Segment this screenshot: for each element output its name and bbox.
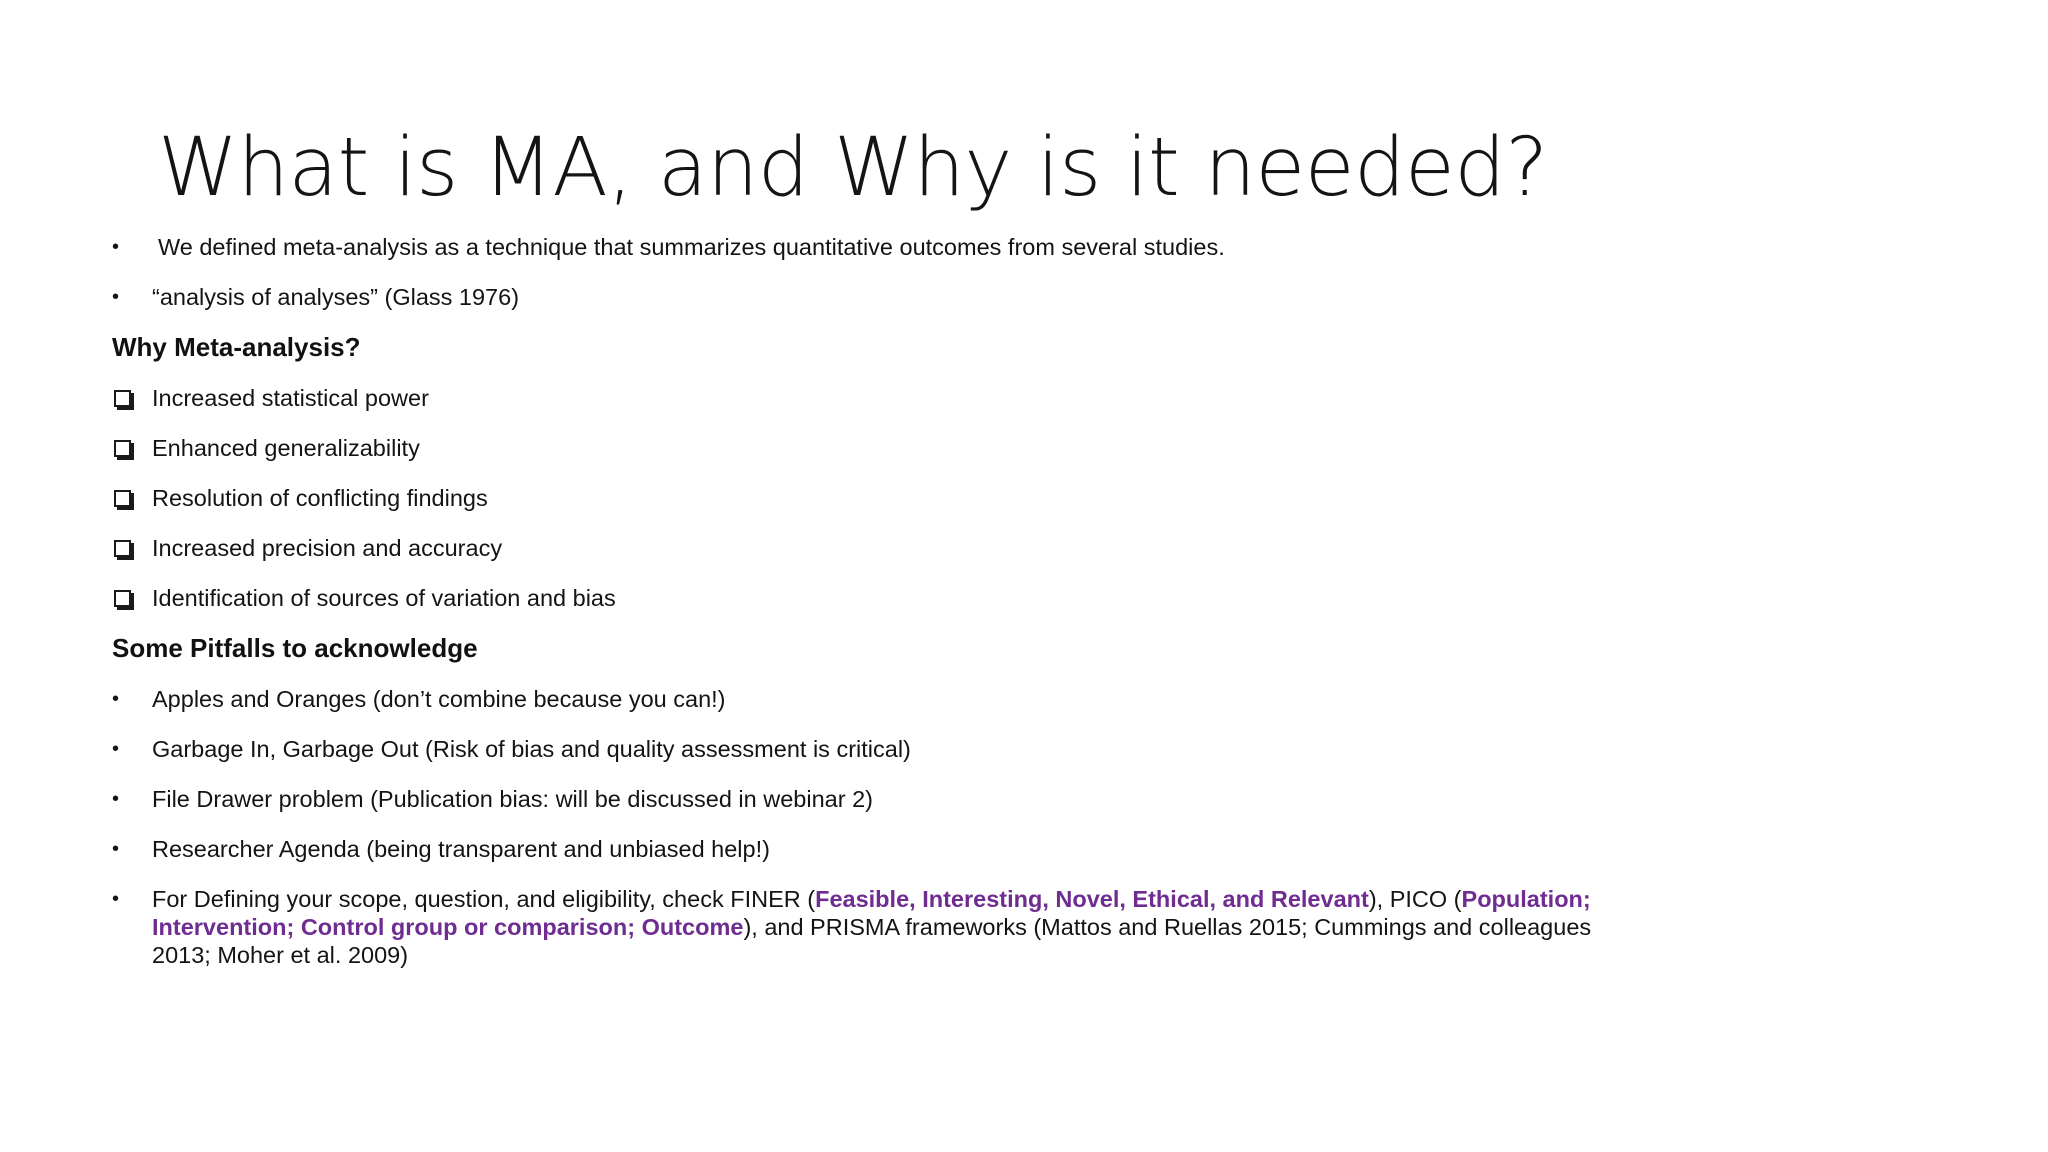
frameworks-text-part1: For Defining your scope, question, and eligibility, check FINER ( bbox=[152, 886, 816, 912]
pitfall-item-text: File Drawer problem (Publication bias: will be discussed in webinar 2) bbox=[152, 786, 873, 812]
why-item bbox=[112, 584, 1592, 612]
why-item bbox=[112, 384, 1592, 412]
checkbox-icon bbox=[114, 440, 131, 457]
pitfall-item bbox=[112, 735, 1592, 763]
pitfall-item bbox=[112, 835, 1592, 863]
bullet-icon: • bbox=[112, 688, 120, 710]
why-item-text: Enhanced generalizability bbox=[152, 435, 420, 461]
intro-bullet-text: “analysis of analyses” (Glass 1976) bbox=[152, 284, 520, 310]
why-item bbox=[112, 534, 1592, 562]
frameworks-text-part3: ), and PRISMA frameworks (Mattos and Ruellas 2015; Cummings and colleagues 2013; Moher et al. 2009) bbox=[152, 914, 1592, 968]
bullet-icon: • bbox=[112, 888, 120, 910]
checkbox-icon bbox=[114, 390, 131, 407]
bullet-icon: • bbox=[112, 738, 120, 760]
pitfalls-heading: Some Pitfalls to acknowledge bbox=[112, 633, 478, 663]
pitfall-item-text: Researcher Agenda (being transparent and unbiased help!) bbox=[152, 836, 770, 862]
pitfall-item bbox=[112, 785, 1592, 813]
checkbox-icon bbox=[114, 540, 131, 557]
intro-bullet bbox=[112, 283, 1592, 311]
checkbox-icon bbox=[114, 590, 131, 607]
why-item-text: Increased statistical power bbox=[152, 385, 429, 411]
pitfall-item-text: Apples and Oranges (don’t combine because you can!) bbox=[152, 686, 726, 712]
intro-bullet-text: We defined meta-analysis as a technique that summarizes quantitative outcomes from several studies. bbox=[158, 234, 1225, 260]
finer-terms: Feasible, Interesting, Novel, Ethical, and Relevant bbox=[815, 886, 1369, 912]
pitfall-item-frameworks bbox=[112, 885, 1602, 969]
why-heading: Why Meta-analysis? bbox=[112, 332, 361, 362]
pitfall-item bbox=[112, 685, 1592, 713]
pico-terms: Population; Intervention; Control group or comparison; Outcome bbox=[152, 886, 1591, 940]
bullet-icon: • bbox=[112, 236, 120, 258]
pitfall-item-text: Garbage In, Garbage Out (Risk of bias and quality assessment is critical) bbox=[152, 736, 911, 762]
slide-title: What is MA, and Why is it needed? bbox=[158, 121, 1548, 215]
why-item-text: Identification of sources of variation and bias bbox=[152, 585, 616, 611]
bullet-icon: • bbox=[112, 286, 120, 308]
why-item bbox=[112, 484, 1592, 512]
slide-body bbox=[112, 233, 1592, 969]
why-item-text: Resolution of conflicting findings bbox=[152, 485, 488, 511]
bullet-icon: • bbox=[112, 788, 120, 810]
intro-bullet bbox=[112, 233, 1592, 261]
why-item-text: Increased precision and accuracy bbox=[152, 535, 503, 561]
checkbox-icon bbox=[114, 490, 131, 507]
frameworks-text-part2: ), PICO ( bbox=[1368, 886, 1462, 912]
why-item bbox=[112, 434, 1592, 462]
bullet-icon: • bbox=[112, 838, 120, 860]
